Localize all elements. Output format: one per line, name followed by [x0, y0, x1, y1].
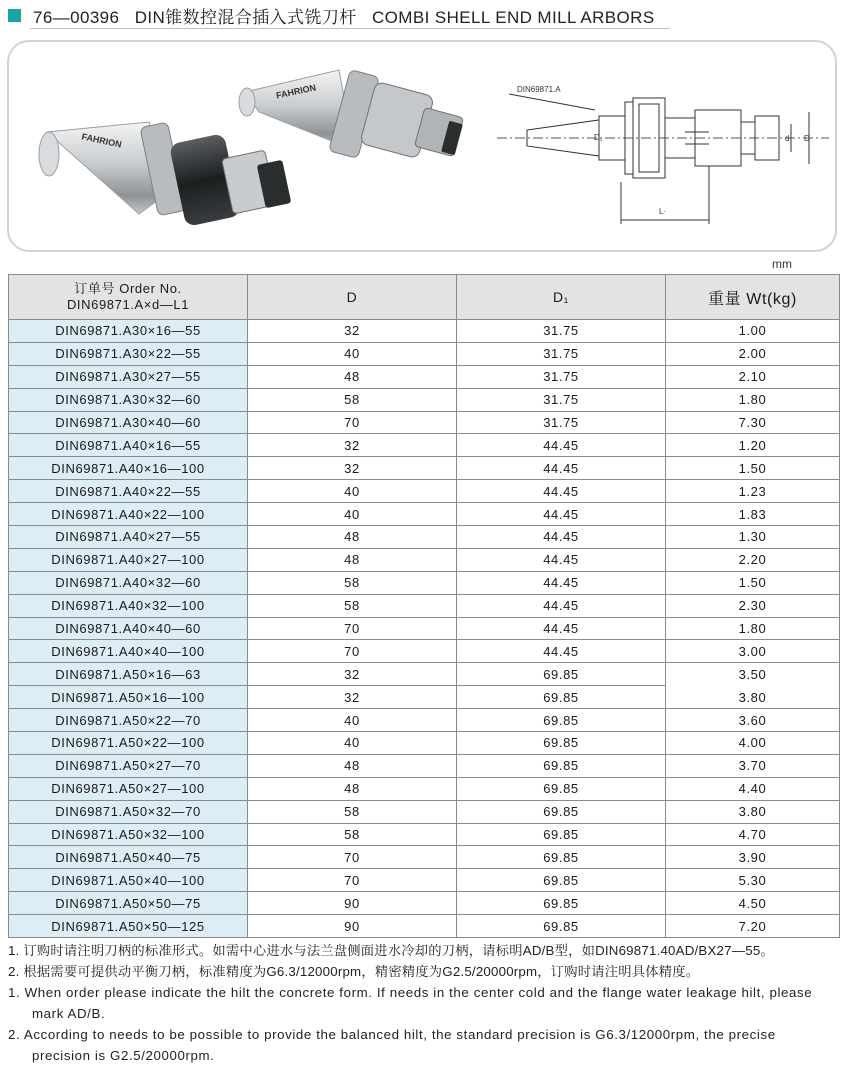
D1-cell: 44.45: [457, 640, 666, 663]
weight-cell: 3.90: [666, 846, 840, 869]
D-cell: 70: [248, 617, 457, 640]
D1-cell: 44.45: [457, 457, 666, 480]
table-row: [9, 846, 840, 869]
D-cell: 32: [248, 320, 457, 343]
drawing-D1-label: D₁: [594, 133, 603, 142]
D1-cell: 31.75: [457, 411, 666, 434]
D-cell: 32: [248, 686, 457, 709]
spec-table: [8, 274, 840, 938]
table-row: [9, 732, 840, 755]
order-no-cell: DIN69871.A50×50—125: [9, 915, 248, 938]
D-cell: 40: [248, 709, 457, 732]
order-no-cell: DIN69871.A50×16—100: [9, 686, 248, 709]
D1-cell: 69.85: [457, 915, 666, 938]
D1-cell: 44.45: [457, 434, 666, 457]
brand-label-left: FAHRION: [80, 131, 123, 150]
order-no-header-line1: 订单号 Order No.: [74, 281, 182, 296]
weight-header: 重量 Wt(kg): [666, 275, 840, 320]
order-no-cell: DIN69871.A30×22—55: [9, 342, 248, 365]
D-cell: 40: [248, 480, 457, 503]
weight-cell: 1.30: [666, 526, 840, 549]
brand-label-right: FAHRION: [275, 82, 317, 101]
order-no-cell: DIN69871.A30×16—55: [9, 320, 248, 343]
weight-cell: 1.23: [666, 480, 840, 503]
weight-cell: 3.80: [666, 800, 840, 823]
order-no-cell: DIN69871.A50×22—70: [9, 709, 248, 732]
order-no-cell: DIN69871.A50×27—100: [9, 777, 248, 800]
order-no-cell: DIN69871.A30×27—55: [9, 365, 248, 388]
arbor-photo-right: [239, 70, 463, 159]
note-en-2: 2. According to needs to be possible to provide the balanced hilt, the standard precision is G6.3/12000rpm, the precise precision is G2.5/20000rpm.: [8, 1027, 776, 1063]
order-no-cell: DIN69871.A50×22—100: [9, 732, 248, 755]
order-no-cell: DIN69871.A50×50—75: [9, 892, 248, 915]
weight-cell: 3.80: [666, 686, 840, 709]
D1-cell: 69.85: [457, 754, 666, 777]
D1-cell: 69.85: [457, 777, 666, 800]
D-cell: 58: [248, 388, 457, 411]
table-row: [9, 915, 840, 938]
table-row: [9, 594, 840, 617]
D1-cell: 69.85: [457, 846, 666, 869]
D1-cell: 31.75: [457, 342, 666, 365]
order-no-cell: DIN69871.A40×27—55: [9, 526, 248, 549]
weight-cell: 5.30: [666, 869, 840, 892]
weight-cell: 7.30: [666, 411, 840, 434]
D-cell: 32: [248, 457, 457, 480]
D1-cell: 69.85: [457, 892, 666, 915]
weight-cell: 1.20: [666, 434, 840, 457]
table-row: [9, 617, 840, 640]
weight-cell: 4.70: [666, 823, 840, 846]
order-no-cell: DIN69871.A40×32—60: [9, 571, 248, 594]
table-row: [9, 365, 840, 388]
D-cell: 48: [248, 754, 457, 777]
D1-cell: 69.85: [457, 869, 666, 892]
D1-cell: 69.85: [457, 709, 666, 732]
table-row: [9, 320, 840, 343]
table-header-row: [9, 275, 840, 320]
D1-cell: 69.85: [457, 800, 666, 823]
D-cell: 40: [248, 342, 457, 365]
teal-square-icon: [8, 9, 21, 22]
technical-drawing: [497, 94, 829, 224]
unit-label: mm: [772, 257, 792, 271]
D1-header: D₁: [457, 275, 666, 320]
order-no-cell: DIN69871.A40×40—60: [9, 617, 248, 640]
weight-cell: 1.80: [666, 617, 840, 640]
order-no-cell: DIN69871.A50×32—100: [9, 823, 248, 846]
order-no-cell: DIN69871.A40×16—100: [9, 457, 248, 480]
table-row: [9, 754, 840, 777]
D-cell: 32: [248, 434, 457, 457]
weight-cell: 4.00: [666, 732, 840, 755]
D1-cell: 44.45: [457, 503, 666, 526]
D-cell: 58: [248, 800, 457, 823]
table-row: [9, 663, 840, 686]
table-row: [9, 503, 840, 526]
weight-cell: 2.30: [666, 594, 840, 617]
order-no-cell: DIN69871.A30×40—60: [9, 411, 248, 434]
D-cell: 58: [248, 823, 457, 846]
weight-cell: 2.10: [666, 365, 840, 388]
order-no-cell: DIN69871.A50×16—63: [9, 663, 248, 686]
table-row: [9, 800, 840, 823]
drawing-standard-label: DIN69871.A: [517, 85, 561, 94]
D-cell: 48: [248, 548, 457, 571]
D1-cell: 44.45: [457, 548, 666, 571]
drawing-L-label: L·: [659, 207, 667, 216]
order-no-cell: DIN69871.A30×32—60: [9, 388, 248, 411]
order-no-cell: DIN69871.A50×40—75: [9, 846, 248, 869]
weight-cell: 7.20: [666, 915, 840, 938]
drawing-d-label: d: [785, 134, 790, 143]
D-cell: 58: [248, 571, 457, 594]
D-cell: 70: [248, 411, 457, 434]
weight-cell: 3.70: [666, 754, 840, 777]
order-no-cell: DIN69871.A40×16—55: [9, 434, 248, 457]
D-cell: 90: [248, 915, 457, 938]
D-cell: 70: [248, 640, 457, 663]
table-row: [9, 457, 840, 480]
order-no-header: [9, 275, 248, 320]
table-row: [9, 480, 840, 503]
arbor-photo-left: [39, 122, 291, 227]
D1-cell: 44.45: [457, 526, 666, 549]
D1-cell: 44.45: [457, 480, 666, 503]
D-cell: 32: [248, 663, 457, 686]
D1-cell: 31.75: [457, 388, 666, 411]
table-row: [9, 686, 840, 709]
D1-cell: 44.45: [457, 571, 666, 594]
order-no-cell: DIN69871.A40×27—100: [9, 548, 248, 571]
D-cell: 40: [248, 503, 457, 526]
weight-cell: 3.00: [666, 640, 840, 663]
D1-cell: 44.45: [457, 617, 666, 640]
table-row: [9, 777, 840, 800]
table-row: [9, 823, 840, 846]
weight-cell: 1.83: [666, 503, 840, 526]
D-cell: 90: [248, 892, 457, 915]
table-row: [9, 526, 840, 549]
product-figure-panel: [7, 40, 837, 252]
table-row: [9, 388, 840, 411]
table-row: [9, 571, 840, 594]
table-row: [9, 709, 840, 732]
D-cell: 48: [248, 365, 457, 388]
D-cell: 58: [248, 594, 457, 617]
page-header: [8, 4, 655, 26]
D-header: D: [248, 275, 457, 320]
order-no-cell: DIN69871.A40×40—100: [9, 640, 248, 663]
weight-cell: 1.80: [666, 388, 840, 411]
order-no-header-line2: DIN69871.A×d—L1: [66, 297, 190, 312]
note-en-1: 1. When order please indicate the hilt the concrete form. If needs in the center cold and the flange water leakage hilt, please mark AD/B.: [8, 985, 813, 1021]
order-no-cell: DIN69871.A40×22—100: [9, 503, 248, 526]
notes: [8, 940, 838, 1066]
note-cn-1: 1. 订购时请注明刀柄的标准形式。如需中心进水与法兰盘侧面进水冷却的刀柄，请标明AD/B型，如DIN69871.40AD/BX27—55。: [8, 943, 774, 958]
order-no-cell: DIN69871.A50×32—70: [9, 800, 248, 823]
table-row: [9, 548, 840, 571]
D-cell: 40: [248, 732, 457, 755]
table-row: [9, 434, 840, 457]
D1-cell: 31.75: [457, 320, 666, 343]
table-row: [9, 892, 840, 915]
table-row: [9, 411, 840, 434]
weight-cell: 1.50: [666, 457, 840, 480]
table-row: [9, 342, 840, 365]
D-cell: 70: [248, 869, 457, 892]
order-no-cell: DIN69871.A50×27—70: [9, 754, 248, 777]
D1-cell: 31.75: [457, 365, 666, 388]
drawing-D-label: D: [804, 134, 810, 143]
order-no-cell: DIN69871.A40×22—55: [9, 480, 248, 503]
weight-cell: 3.60: [666, 709, 840, 732]
D1-cell: 69.85: [457, 686, 666, 709]
weight-cell: 1.00: [666, 320, 840, 343]
note-cn-2: 2. 根据需要可提供动平衡刀柄，标准精度为G6.3/12000rpm，精密精度为G2.5/20000rpm，订购时请注明具体精度。: [8, 964, 700, 979]
order-no-cell: DIN69871.A50×40—100: [9, 869, 248, 892]
weight-cell: 4.50: [666, 892, 840, 915]
D1-cell: 44.45: [457, 594, 666, 617]
weight-cell: 2.20: [666, 548, 840, 571]
D-cell: 48: [248, 526, 457, 549]
weight-cell: 1.50: [666, 571, 840, 594]
D1-cell: 69.85: [457, 663, 666, 686]
page-title: 76—00396 DIN锥数控混合插入式铣刀杆 COMBI SHELL END MILL ARBORS: [33, 7, 655, 27]
table-row: [9, 869, 840, 892]
product-figure: [9, 42, 835, 250]
table-row: [9, 640, 840, 663]
weight-cell: 4.40: [666, 777, 840, 800]
weight-cell: 2.00: [666, 342, 840, 365]
D-cell: 48: [248, 777, 457, 800]
header-divider: [30, 28, 670, 29]
order-no-cell: DIN69871.A40×32—100: [9, 594, 248, 617]
D1-cell: 69.85: [457, 732, 666, 755]
D1-cell: 69.85: [457, 823, 666, 846]
weight-cell: 3.50: [666, 663, 840, 686]
spec-table-body: [9, 320, 840, 938]
D-cell: 70: [248, 846, 457, 869]
